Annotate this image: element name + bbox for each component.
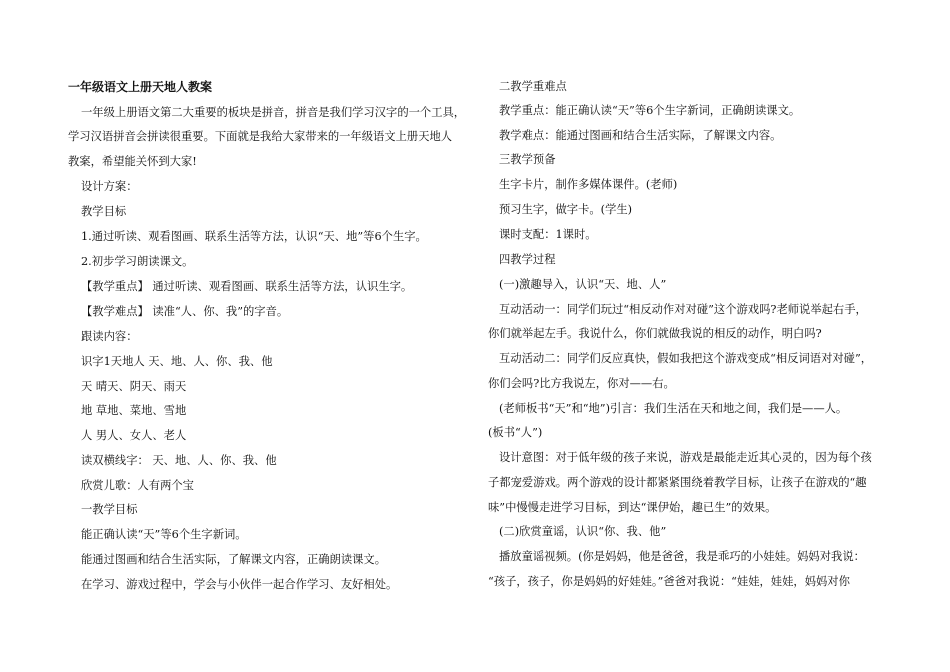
text-line: 教案，希望能关怀到大家! (68, 155, 197, 168)
text-line: 2.初步学习朗读课文。 (81, 255, 194, 268)
text-line: 生字卡片，制作多媒体课件。(老师) (499, 178, 678, 191)
text-line: (板书“人”) (488, 426, 543, 439)
text-line: 课时支配：1课时。 (499, 228, 597, 241)
text-line: 设计意图：对于低年级的孩子来说，游戏是最能走近其心灵的，因为每个孩 (499, 451, 872, 464)
text-line: 天 晴天、阴天、雨天 (81, 380, 187, 393)
text-line: 欣赏儿歌：人有两个宝 (81, 479, 194, 492)
text-line: 一教学目标 (81, 503, 138, 516)
text-line: 人 男人、女人、老人 (81, 429, 187, 442)
text-line: 1.通过听读、观看图画、联系生活等方法，认识“天、地”等6个生字。 (81, 230, 427, 243)
text-line: 子都宠爱游戏。两个游戏的设计都紧紧围绕着教学目标，让孩子在游戏的“趣 (488, 476, 867, 489)
text-line: “孩子，孩子，你是妈妈的好娃娃。”爸爸对我说：“娃娃，娃娃，妈妈对你 (488, 575, 850, 588)
text-line: 识字1天地人 天、地、人、你、我、他 (81, 355, 273, 368)
text-line: 在学习、游戏过程中，学会与小伙伴一起合作学习、友好相处。 (81, 578, 398, 591)
text-line: 设计方案： (81, 180, 138, 193)
text-line: 教学目标 (81, 205, 127, 218)
text-line: 教学难点：能通过图画和结合生活实际，了解课文内容。 (499, 129, 782, 142)
text-line: 能正确认读“天”等6个生字新词。 (81, 528, 247, 541)
text-line: 能通过图画和结合生活实际，了解课文内容，正确朗读课文。 (81, 553, 387, 566)
text-line: 【教学难点】 读准“人、你、我”的字音。 (81, 305, 289, 318)
text-line: 播放童谣视频。(你是妈妈，他是爸爸，我是乖巧的小娃娃。妈妈对我说： (499, 550, 865, 563)
text-line: 味”中慢慢走进学习目标，到达“课伊始，趣已生”的效果。 (488, 501, 777, 514)
text-line: 你们就举起左手。我说什么，你们就做我说的相反的动作，明白吗? (488, 327, 822, 340)
text-line: 预习生字，做字卡。(学生) (499, 203, 633, 216)
text-line: 教学重点：能正确认读“天”等6个生字新词，正确朗读课文。 (499, 104, 801, 117)
text-line: 四教学过程 (499, 253, 556, 266)
text-line: 读双横线字： 天、地、人、你、我、他 (81, 454, 277, 467)
text-line: 互动活动一：同学们玩过“相反动作对对碰”这个游戏吗?老师说举起右手， (499, 303, 867, 316)
text-line: 你们会吗?比方我说左，你对——右。 (488, 377, 675, 390)
text-line: 一年级上册语文第二大重要的板块是拼音，拼音是我们学习汉字的一个工具， (81, 106, 466, 119)
text-line: 互动活动二：同学们反应真快，假如我把这个游戏变成“相反词语对对碰”， (499, 352, 873, 365)
text-line: (一)激趣导入，认识“天、地、人” (499, 278, 667, 291)
text-line: 学习汉语拼音会拼读很重要。下面就是我给大家带来的一年级语文上册天地人 (68, 130, 453, 143)
text-line: (二)欣赏童谣，认识“你、我、他” (499, 525, 667, 538)
document-title: 一年级语文上册天地人教案 (68, 80, 213, 94)
text-line: 二教学重难点 (499, 80, 567, 93)
text-line: 跟读内容： (81, 330, 138, 343)
text-line: (老师板书“天”和“地”)引言：我们生活在天和地之间，我们是——人。 (499, 402, 848, 415)
text-line: 地 草地、菜地、雪地 (81, 404, 187, 417)
text-line: 【教学重点】 通过听读、观看图画、联系生活等方法，认识生字。 (81, 280, 413, 293)
text-line: 三教学预备 (499, 153, 556, 166)
